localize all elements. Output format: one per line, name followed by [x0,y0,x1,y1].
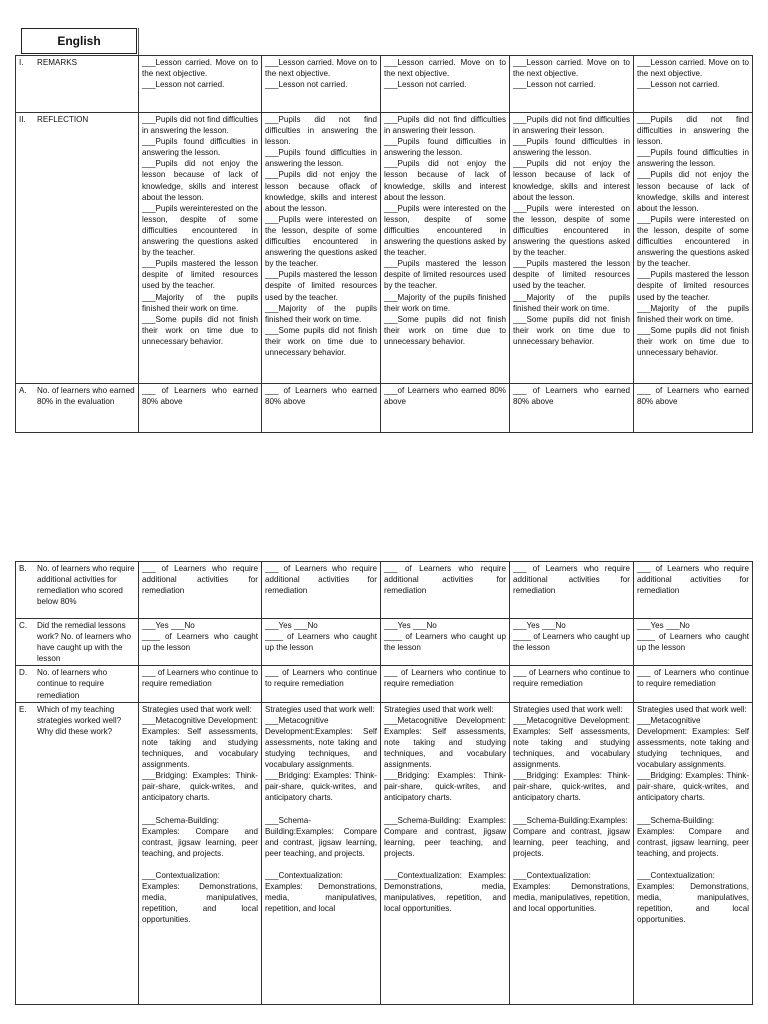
cell-text: ___Some pupils did not finish their work on time due to unnecessary behavior. [265,325,377,357]
day-2-cell [262,702,381,1004]
cell-text: ___Metacognitive Development: Examples: Self assessments, note taking and studying techniques, and vocabulary assignments. [637,715,749,770]
cell-text: ___Majority of the pupils finished their work on time. [513,292,630,313]
cell-text: ___Lesson carried. Move on to the next objective. [142,58,258,79]
cell-text: ___Bridging: Examples: Think-pair-share, quick-writes, and anticipatory charts. [637,771,749,803]
cell-text: Strategies used that work well: [265,704,375,714]
cell-text: ___Pupils did not find difficulties in answering their lesson. [384,115,506,136]
cell-text: ___ of Learners who continue to require remediation [265,668,377,689]
cell-text: ___Pupils were interested on the lesson, despite of some difficulties encountered in answering the questions asked by the teacher. [384,203,506,258]
day-2-cell [262,666,381,702]
cell-text: ___Metacognitive Development: Examples: Self assessments, note taking and studying techniques, and vocabulary assignments. [384,715,506,770]
cell-text: ___Majority of the pupils finished their work on time. [637,303,749,324]
day-1-cell [139,666,262,702]
cell-text: ___Pupils were interested on the lesson, despite of some difficulties encountered in answering the questions asked by the teacher. [265,214,377,269]
spacer [513,804,630,815]
cell-text: ____ of Learners who caught up the lesson [513,632,630,653]
cell-text: ___Metacognitive Development: Examples: Self assessments, note taking and studying techniques, and vocabulary assignments. [513,715,630,770]
cell-text: ___Contextualization: Examples: Demonstrations, media, manipulatives, repetition, and local opportunities. [142,870,258,925]
cell-text: ___Metacognitive Development: Examples: Self assessments, note taking and studying techniques, and vocabulary assignments. [142,715,258,770]
cell-text: ___Pupils did not find difficulties in answering the lesson. [637,115,749,147]
row-continue-remediation [16,666,753,702]
cell-text: ___Pupils were interested on the lesson, despite of some difficulties encountered in answering the questions asked by the teacher. [513,203,630,258]
row-number: II. [19,115,26,124]
day-5-cell [634,619,753,666]
cell-text: ___Yes ___No [384,621,437,630]
row-number: E. [19,704,27,714]
cell-text: ___Majority of the pupils finished their work on time. [384,292,506,313]
cell-text: ___Pupils mastered the lesson despite of limited resources used by the teacher. [142,259,258,291]
cell-text: ___Lesson carried. Move on to the next objective. [384,58,506,79]
cell-text: ___Bridging: Examples: Think-pair-share, quick-writes, and anticipatory charts. [265,771,377,803]
cell-text: ____ of Learners who caught up the lesson [265,632,377,653]
cell-text: ___Schema-Building:Examples: Compare and contrast, jigsaw learning, peer teaching, and projects. [513,815,630,858]
row-label-teaching-strategies [16,702,139,1004]
row-additional-activities [16,562,753,619]
day-1-cell [139,384,262,433]
cell-text: ___Contextualization: Examples: Demonstrations, media, manipulatives, repetition, and local opportunities. [513,870,630,914]
row-reflection [16,113,753,384]
day-3-cell [381,56,510,113]
cell-text: ___Metacognitive Development:Examples: Self assessments, note taking and studying techniques, and vocabulary assignments. [265,715,377,770]
cell-text: ___Pupils did not enjoy the lesson because of lack of knowledge, skills and interest about the lesson. [142,159,258,202]
cell-text: ___Lesson carried. Move on to the next objective. [513,58,630,79]
row-label-additional-activities [16,562,139,619]
row-label-learners-80 [16,384,139,433]
cell-text: ___Yes ___No [142,621,195,630]
cell-text: ___Lesson not carried. [637,80,720,90]
day-3-cell [381,384,510,433]
day-3-cell [381,666,510,702]
day-2-cell [262,113,381,384]
cell-text: ___of Learners who earned 80% above [384,386,506,407]
spacer [142,804,258,815]
cell-text: ___Some pupils did not finish their work on time due to unnecessary behavior. [384,314,506,346]
cell-text: ___Pupils did not enjoy the lesson because of lack of knowledge, skills and interest about the lesson. [637,170,749,213]
spacer [142,859,258,870]
row-label-remarks [16,56,139,113]
cell-text: ___Schema-Building:Examples: Compare and contrast, jigsaw learning, peer teaching, and projects. [265,815,377,858]
day-1-cell [139,113,262,384]
cell-text: Strategies used that work well: [142,704,252,714]
row-remarks [16,56,753,113]
day-4-cell [510,619,634,666]
day-5-cell [634,562,753,619]
cell-text: ___Pupils did not find difficulties in answering their lesson. [513,115,630,136]
cell-text: ___Contextualization: Examples: Demonstrations, media, manipulatives, repetition, and local [265,870,377,914]
cell-text: ___Some pupils did not finish their work on time due to unnecessary behavior. [142,314,258,346]
day-4-cell [510,113,634,384]
cell-text: ___Pupils found difficulties in answering the lesson. [637,148,749,169]
cell-text: ___Pupils were interested on the lesson, despite of some difficulties encountered in answering the questions asked by the teacher. [637,214,749,269]
cell-text: ___Schema-Building: Examples: Compare and contrast, jigsaw learning, peer teaching, and projects. [142,815,258,858]
cell-text: ___Schema-Building: Examples: Compare and contrast, jigsaw learning, peer teaching, and projects. [384,815,506,858]
cell-text: ___Lesson not carried. [384,80,467,90]
day-5-cell [634,666,753,702]
cell-text: ___ of Learners who continue to require remediation [142,668,258,689]
day-2-cell [262,56,381,113]
spacer [637,804,749,815]
cell-text: ___ of Learners who require additional activities for remediation [637,564,749,596]
row-label-remedial-lessons [16,619,139,666]
day-5-cell [634,113,753,384]
row-number: A. [19,386,27,395]
cell-text: ___ of Learners who earned 80% above [142,386,258,407]
spacer [384,804,506,815]
day-5-cell [634,702,753,1004]
day-5-cell [634,384,753,433]
cell-text: ___ of Learners who earned 80% above [513,386,630,407]
cell-text: ___ of Learners who require additional activities for remediation [142,564,258,596]
cell-text: ___Yes ___No [265,621,318,630]
cell-text: ___Lesson not carried. [513,80,596,90]
cell-text: ___Pupils did not enjoy the lesson because of lack of knowledge, skills and interest about the lesson. [384,159,506,202]
day-3-cell [381,562,510,619]
cell-text: ___Pupils mastered the lesson despite of limited resources used by the teacher. [513,259,630,291]
row-label-text: REFLECTION [37,115,89,124]
cell-text: Strategies used that work well: [637,704,747,714]
cell-text: ___Pupils mastered the lesson despite of limited resources used by the teacher. [384,259,506,291]
cell-text: ___Pupils found difficulties in answering the lesson. [384,137,506,158]
cell-text: Strategies used that work well: [384,704,494,714]
cell-text: ___Pupils found difficulties in answering the lesson. [513,137,630,158]
cell-text: ___Bridging: Examples: Think-pair-share, quick-writes, and anticipatory charts. [513,771,630,803]
row-learners-80 [16,384,753,433]
cell-text: ___Pupils mastered the lesson despite of limited resources used by the teacher. [637,270,749,302]
row-number: D. [19,668,28,678]
cell-text: ___Majority of the pupils finished their work on time. [265,303,377,324]
cell-text: ___Schema-Building: Examples: Compare and contrast, jigsaw learning, peer teaching, and projects. [637,815,749,858]
cell-text: ___Lesson not carried. [142,80,225,90]
cell-text: ___ of Learners who earned 80% above [265,386,377,407]
cell-text: ___Pupils found difficulties in answering the lesson. [142,137,258,158]
day-3-cell [381,702,510,1004]
spacer [384,859,506,870]
cell-text: ___Yes ___No [637,621,690,630]
row-label-reflection [16,113,139,384]
day-4-cell [510,562,634,619]
row-number: C. [19,621,28,630]
row-label-text: No. of learners who require additional activities for remediation who scored below 80% [37,564,135,607]
cell-text: ___ of Learners who require additional activities for remediation [265,564,377,596]
day-3-cell [381,619,510,666]
cell-text: ___ of Learners who require additional activities for remediation [384,564,506,596]
row-number: B. [19,564,27,573]
cell-text: ___Contextualization: Examples: Demonstrations, media, manipulatives, repetition, and local opportunities. [637,870,749,925]
cell-text: ___Pupils did not enjoy the lesson because oflack of knowledge, skills and interest about the lesson. [265,170,377,213]
cell-text: ___Pupils did not find difficulties in answering the lesson. [142,115,258,136]
cell-text: ___Pupils mastered the lesson despite of limited resources used by the teacher. [265,270,377,302]
row-label-text: No. of learners who continue to require remediation [37,668,108,700]
day-2-cell [262,619,381,666]
row-teaching-strategies [16,702,753,1004]
cell-text: ___Pupils did not enjoy the lesson because of lack of knowledge, skills and interest about the lesson. [513,159,630,202]
day-4-cell [510,384,634,433]
day-4-cell [510,56,634,113]
day-3-cell [381,113,510,384]
cell-text: ___Lesson carried. Move on to the next objective. [637,58,749,79]
day-2-cell [262,562,381,619]
day-1-cell [139,619,262,666]
cell-text: ___Yes ___No [513,621,566,630]
row-label-text: Which of my teaching strategies worked well? Why did these work? [37,704,122,736]
day-4-cell [510,666,634,702]
cell-text: ___Bridging: Examples: Think-pair-share, quick-writes, and anticipatory charts. [384,771,506,803]
spacer [265,804,377,815]
cell-text: ___ of Learners who continue to require remediation [637,668,749,689]
row-number: I. [19,58,24,67]
cell-text: ___Majority of the pupils finished their work on time. [142,292,258,313]
day-5-cell [634,56,753,113]
cell-text: ___Bridging: Examples: Think-pair-share, quick-writes, and anticipatory charts. [142,771,258,803]
cell-text: Strategies used that work well: [513,704,623,714]
cell-text: ___Some pupils did not finish their work on time due to unnecessary behavior. [637,325,749,357]
cell-text: ____ of Learners who caught up the lesson [142,632,258,653]
remediation-table [15,561,753,1005]
cell-text: ___ of Learners who earned 80% above [637,386,749,407]
spacer [513,859,630,870]
day-1-cell [139,702,262,1004]
subject-title: English [21,28,137,54]
row-remedial-lessons [16,619,753,666]
day-1-cell [139,56,262,113]
cell-text: ___Pupils found difficulties in answering the lesson. [265,148,377,169]
reflection-table [15,55,753,433]
day-1-cell [139,562,262,619]
cell-text: ___ of Learners who require additional activities for remediation [513,564,630,596]
row-label-text: No. of learners who earned 80% in the evaluation [37,386,135,407]
cell-text: ___ of Learners who continue to require remediation [513,668,630,689]
cell-text: ___Pupils did not find difficulties in answering the lesson. [265,115,377,147]
day-2-cell [262,384,381,433]
spacer [637,859,749,870]
cell-text: ___ of Learners who continue to require remediation [384,668,506,689]
row-label-text: REMARKS [37,58,78,67]
row-label-text: Did the remedial lessons work? No. of learners who have caught up with the lesson [37,621,132,664]
cell-text: ___Some pupils did not finish their work on time due to unnecessary behavior. [513,314,630,346]
day-4-cell [510,702,634,1004]
cell-text: ___Contextualization: Examples: Demonstrations, media, manipulatives, repetition, and local opportunities. [384,870,506,914]
cell-text: ___Lesson not carried. [265,80,348,90]
cell-text: ___Pupils wereinterested on the lesson, despite of some difficulties encountered in answering the questions asked by the teacher. [142,203,258,258]
cell-text: ___Lesson carried. Move on to the next objective. [265,58,377,79]
cell-text: ____ of Learners who caught up the lesson [384,632,506,653]
cell-text: ____ of Learners who caught up the lesson [637,632,749,653]
spacer [265,859,377,870]
row-label-continue-remediation [16,666,139,702]
